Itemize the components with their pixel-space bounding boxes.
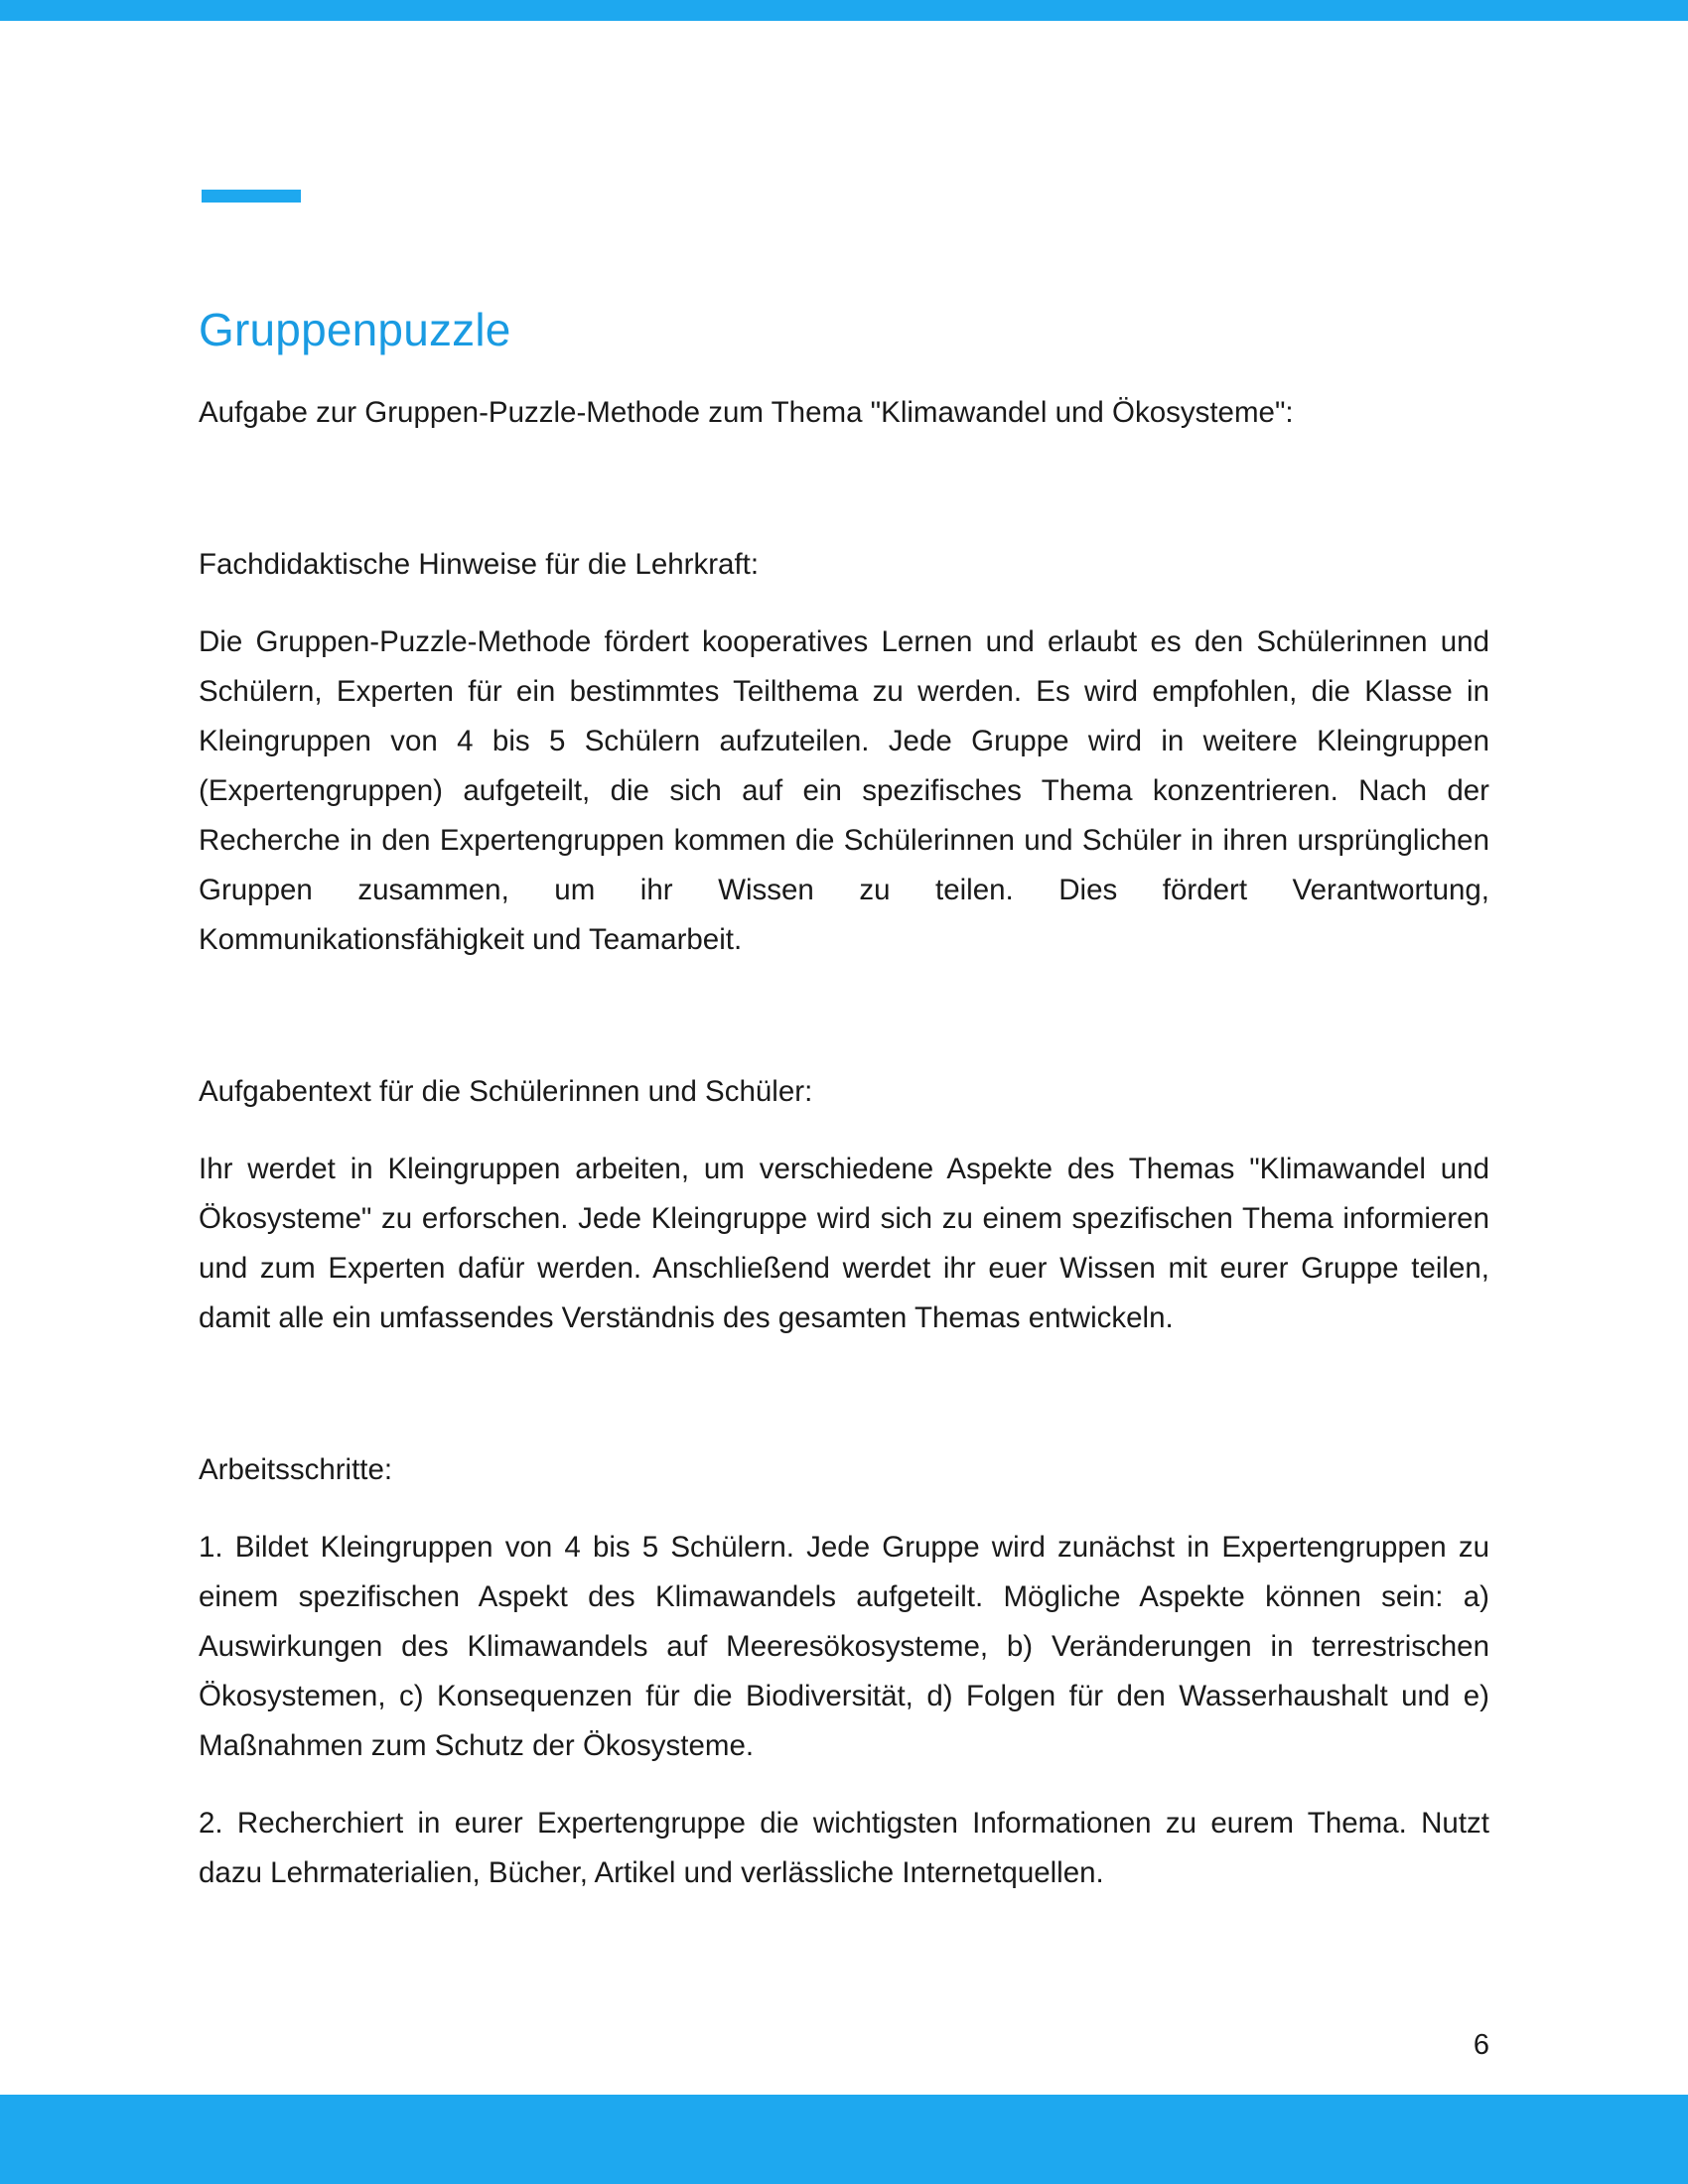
- student-task-heading: Aufgabentext für die Schülerinnen und Schüler:: [199, 1075, 813, 1108]
- step-item-1: 1. Bildet Kleingruppen von 4 bis 5 Schülern. Jede Gruppe wird zunächst in Expertengruppen zu einem spezifischen Aspekt des Klimawandels aufgeteilt. Mögliche Aspekte können sein: a) Auswirkungen des Klimawandels auf Meeresökosysteme, b) Veränderungen in terrestrischen Ökosystemen, c) Konsequenzen für die Biodiversität, d) Folgen für den Wasserhaushalt und e) Maßnahmen zum Schutz der Ökosysteme.: [199, 1531, 1489, 1762]
- page-title: Gruppenpuzzle: [199, 304, 511, 355]
- steps-heading: Arbeitsschritte:: [199, 1453, 393, 1486]
- page-content: [199, 298, 1489, 1898]
- title-accent-dash: [202, 190, 301, 203]
- top-accent-bar: [0, 0, 1688, 21]
- page-number: 6: [1473, 2029, 1489, 2061]
- student-task-body: Ihr werdet in Kleingruppen arbeiten, um verschiedene Aspekte des Themas "Klimawandel und Ökosysteme" zu erforschen. Jede Kleingruppe wird sich zu einem spezifischen Thema informieren und zum Experten dafür werden. Anschließend werdet ihr euer Wissen mit eurer Gruppe teilen, damit alle ein umfassendes Verständnis des gesamten Themas entwickeln.: [199, 1153, 1489, 1334]
- step-item-2: 2. Recherchiert in eurer Expertengruppe die wichtigsten Informationen zu eurem Thema. Nutzt dazu Lehrmaterialien, Bücher, Artikel und verlässliche Internetquellen.: [199, 1807, 1489, 1889]
- bottom-accent-bar: [0, 2095, 1688, 2184]
- teacher-notes-body: Die Gruppen-Puzzle-Methode fördert kooperatives Lernen und erlaubt es den Schülerinnen und Schülern, Experten für ein bestimmtes Teilthema zu werden. Es wird empfohlen, die Klasse in Kleingruppen von 4 bis 5 Schülern aufzuteilen. Jede Gruppe wird in weitere Kleingruppen (Expertengruppen) aufgeteilt, die sich auf ein spezifisches Thema konzentrieren. Nach der Recherche in den Expertengruppen kommen die Schülerinnen und Schüler in ihren ursprünglichen Gruppen zusammen, um ihr Wissen zu teilen. Dies fördert Verantwortung, Kommunikationsfähigkeit und Teamarbeit.: [199, 625, 1489, 956]
- intro-text: Aufgabe zur Gruppen-Puzzle-Methode zum Thema "Klimawandel und Ökosysteme":: [199, 396, 1294, 429]
- teacher-notes-heading: Fachdidaktische Hinweise für die Lehrkraft:: [199, 548, 760, 581]
